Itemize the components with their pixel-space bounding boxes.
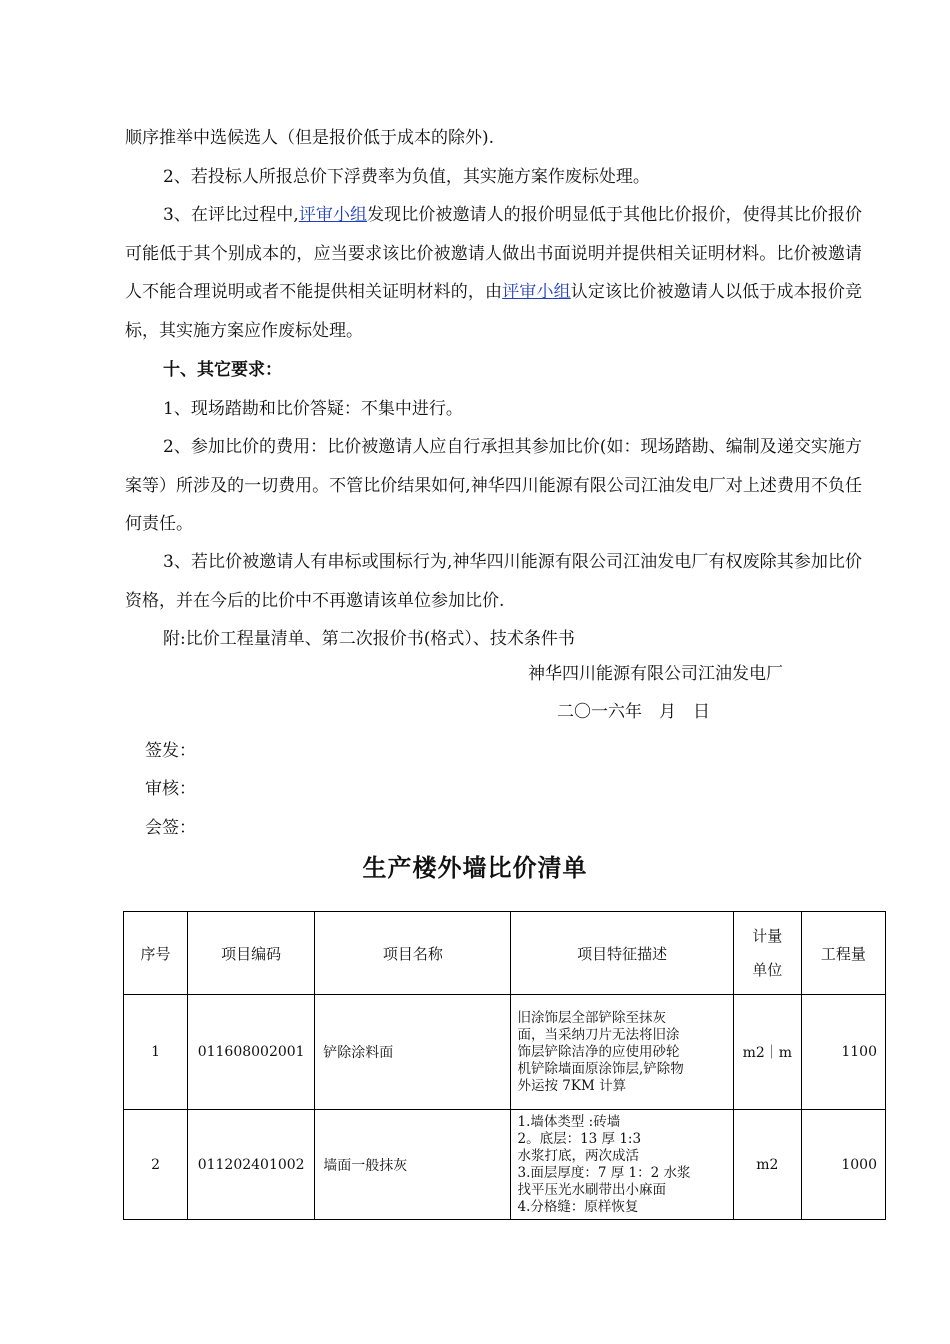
paragraph-costs: [125, 428, 862, 544]
cell-qty: 1000: [801, 1110, 885, 1220]
paragraph-text: 发现比价被邀请人的报价明显低于其他比价报价，使得其比价报价可能低于其个别成本的，应当要求该比价被邀请人做出书面说明并提供相关证明材料。比价被邀请人不能合理说明或者不能提供相关证明材料的，由: [125, 205, 862, 302]
cell-unit: m2: [733, 1110, 801, 1220]
table-header-row: [124, 912, 886, 995]
cell-unit: m2｜m: [733, 995, 801, 1110]
signature-date: 二〇一六年 月 日: [557, 702, 710, 722]
issue-label: 签发：: [145, 741, 196, 761]
paragraph-text: 顺序推举中选候选人（但是报价低于成本的除外).: [125, 128, 495, 148]
cell-code: 011202401002: [188, 1110, 315, 1220]
bill-title: 生产楼外墙比价清单: [362, 853, 588, 882]
desc-line: 面，当采纳刀片无法将旧涂: [517, 1026, 680, 1043]
paragraph-text: 2、若投标人所报总价下浮费率为负值，其实施方案作废标处理。: [163, 167, 650, 187]
cell-qty: 1100: [801, 995, 885, 1110]
paragraph-site-visit: [125, 390, 862, 429]
header-name: 项目名称: [315, 912, 511, 995]
countersign-label: 会签：: [145, 818, 196, 838]
desc-line: 找平压光水刷带出小麻面: [517, 1181, 666, 1198]
paragraph-collusion: [125, 543, 862, 620]
header-unit-line2: 单位: [752, 961, 783, 979]
header-seq: 序号: [124, 912, 188, 995]
desc-line: 机铲除墙面原涂饰层,铲除物: [517, 1060, 684, 1077]
header-unit: [733, 912, 801, 995]
desc-line: 外运按 7KM 计算: [517, 1077, 627, 1094]
header-code: 项目编码: [188, 912, 315, 995]
header-unit-line1: 计量: [752, 927, 783, 945]
cell-seq: 1: [124, 995, 188, 1110]
desc-line: 1.墙体类型 :砖墙: [517, 1113, 621, 1130]
desc-line: 2。底层：13 厚 1:3: [517, 1130, 642, 1147]
review-label: 审核：: [145, 779, 196, 799]
paragraph-text: 3、在评比过程中,: [163, 205, 299, 225]
paragraph-negative-rate: [125, 158, 862, 197]
paragraph-low-price: [125, 196, 862, 350]
paragraph-text: 3、若比价被邀请人有串标或围标行为,神华四川能源有限公司江油发电厂有权废除其参加比价资格，并在今后的比价中不再邀请该单位参加比价.: [125, 552, 862, 611]
paragraph-text: 认定该比价被邀请人以低于成本报价竞标，其实施方案应作废标处理。: [125, 282, 863, 341]
paragraph-text: 2、参加比价的费用：比价被邀请人应自行承担其参加比价(如：现场踏勘、编制及递交实施方案等）所涉及的一切费用。不管比价结果如何,神华四川能源有限公司江油发电厂对上述费用不负任何责任。: [125, 437, 862, 534]
review-panel-link[interactable]: 评审小组: [298, 205, 368, 225]
section-heading-other-requirements: [125, 351, 862, 390]
table-row: [124, 995, 886, 1110]
heading-text: 十、其它要求：: [163, 360, 282, 380]
table-row: [124, 1110, 886, 1220]
cell-name: 墙面一般抹灰: [315, 1110, 511, 1220]
cell-desc: [511, 995, 733, 1110]
cell-code: 011608002001: [188, 995, 315, 1110]
paragraph-text: 附:比价工程量清单、第二次报价书(格式）、技术条件书: [163, 629, 575, 649]
signature-company: 神华四川能源有限公司江油发电厂: [528, 664, 783, 684]
paragraph-candidate-order: [125, 119, 862, 158]
desc-line: 饰层铲除洁净的应使用砂轮: [517, 1043, 680, 1060]
header-desc: 项目特征描述: [511, 912, 733, 995]
cell-name: 铲除涂料面: [315, 995, 511, 1110]
paragraph-attachments: [125, 620, 862, 659]
desc-line: 旧涂饰层全部铲除至抹灰: [517, 1009, 666, 1026]
cell-seq: 2: [124, 1110, 188, 1220]
cell-desc: [511, 1110, 733, 1220]
desc-line: 3.面层厚度：7 厚 1：2 水浆: [517, 1164, 691, 1181]
bill-of-quantities-table: [123, 911, 886, 1220]
review-panel-link[interactable]: 评审小组: [502, 282, 571, 302]
desc-line: 水浆打底，两次成活: [517, 1147, 639, 1164]
desc-line: 4.分格缝：原样恢复: [517, 1198, 639, 1215]
header-qty: 工程量: [801, 912, 885, 995]
paragraph-text: 1、现场踏勘和比价答疑：不集中进行。: [163, 399, 463, 419]
